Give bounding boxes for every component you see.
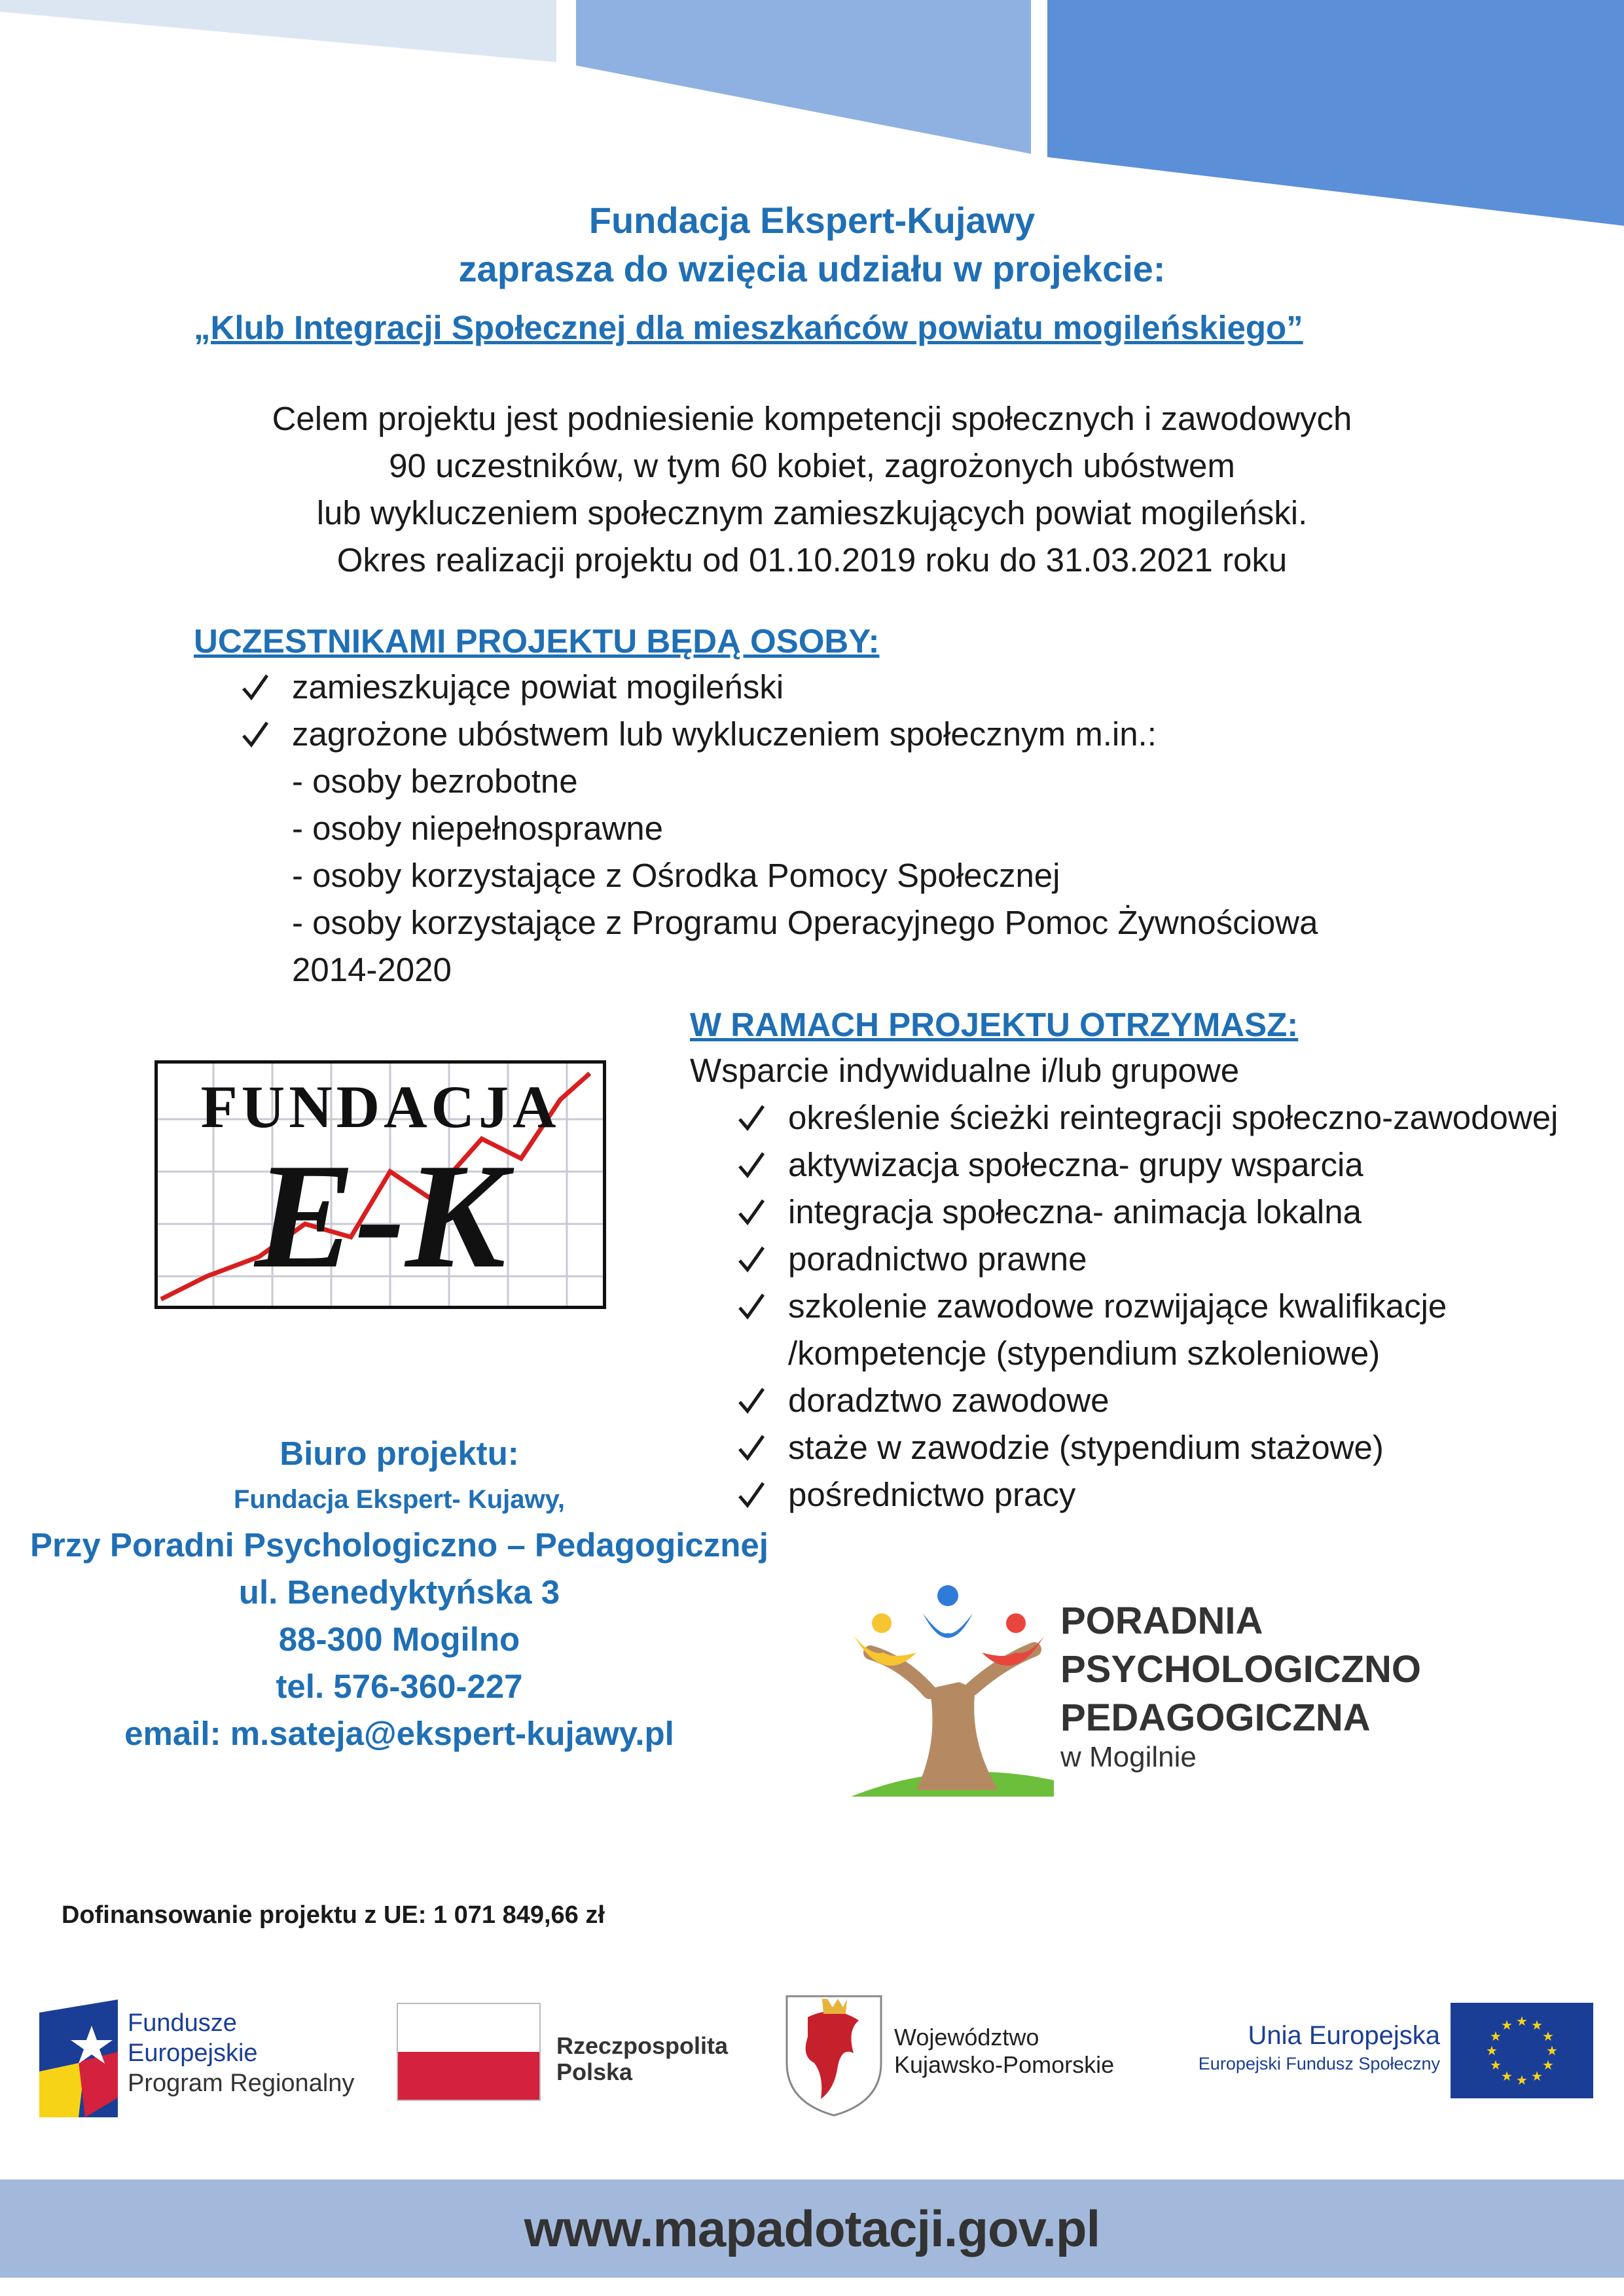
list-item: pośrednictwo pracy: [733, 1471, 1610, 1518]
list-item: aktywizacja społeczna- grupy wsparcia: [733, 1141, 1610, 1189]
list-item: określenie ścieżki reintegracji społeczno-zawodowej: [733, 1094, 1610, 1141]
list-item: integracja społeczna- animacja lokalna: [733, 1189, 1610, 1236]
svg-text:★: ★: [1531, 2017, 1543, 2033]
checkmark-icon: [733, 1283, 772, 1330]
checkmark-icon: [237, 711, 276, 758]
office-email[interactable]: email: m.sateja@ekspert-kujawy.pl: [124, 1715, 674, 1752]
fe-logo-line1: Fundusze: [128, 2009, 237, 2037]
checkmark-icon: [733, 1236, 772, 1283]
rp-logo: [397, 2003, 763, 2108]
svg-text:★: ★: [1546, 2043, 1558, 2058]
office-heading: Biuro projektu:: [280, 1435, 519, 1472]
svg-text:★: ★: [1501, 2068, 1513, 2084]
list-item: zamieszkujące powiat mogileński: [237, 664, 1481, 711]
poradnia-logo: [844, 1584, 1532, 1806]
header: [0, 196, 1624, 293]
fundacja-ek-logo: [154, 1060, 606, 1309]
fe-star-icon: [39, 2000, 124, 2117]
list-item: poradnictwo prawne: [733, 1236, 1610, 1283]
svg-text:★: ★: [1486, 2043, 1498, 2058]
checkmark-icon: [237, 664, 276, 711]
intro-paragraph: [0, 395, 1624, 584]
coat-of-arms-icon: [782, 1991, 886, 2119]
tree-people-icon: [844, 1584, 1060, 1806]
svg-text:★: ★: [1490, 2057, 1502, 2073]
eu-flag-icon: [1451, 2003, 1593, 2098]
funding-amount: Dofinansowanie projektu z UE: 1 071 849,66 zł: [62, 1901, 605, 1929]
sublist-item: - osoby niepełnosprawne: [292, 810, 664, 847]
svg-text:★: ★: [1516, 2013, 1528, 2029]
poradnia-logo-text: PORADNIA PSYCHOLOGICZNO PEDAGOGICZNA: [1060, 1600, 1422, 1739]
poland-flag-icon: [397, 2003, 541, 2101]
svg-text:★: ★: [1542, 2028, 1554, 2044]
office-org: Fundacja Ekspert- Kujawy,: [233, 1485, 566, 1514]
svg-text:★: ★: [1542, 2057, 1554, 2073]
wkp-logo: [782, 1991, 1161, 2122]
fek-logo-main: E-K: [255, 1132, 506, 1299]
sublist-item: - osoby korzystające z Ośrodka Pomocy Społecznej: [292, 857, 1060, 894]
fe-logo: [39, 1996, 406, 2121]
rp-logo-line2: Polska: [556, 2058, 633, 2085]
checkmark-icon: [733, 1377, 772, 1424]
project-title: „Klub Integracji Społecznej dla mieszkańców powiatu mogileńskiego”: [194, 309, 1303, 346]
participants-sublist: [292, 758, 1536, 994]
ue-logo-line2: Europejski Fundusz Społeczny: [1198, 2054, 1440, 2073]
fek-logo-top: FUNDACJA: [200, 1073, 560, 1140]
sublist-item: - osoby korzystające z Programu Operacyjnego Pomoc Żywnościowa: [292, 904, 1318, 941]
ue-logo: [1165, 2003, 1597, 2108]
fe-logo-line3: Program Regionalny: [128, 2070, 355, 2097]
wkp-logo-line2: Kujawsko-Pomorskie: [894, 2051, 1115, 2078]
sublist-item: 2014-2020: [292, 951, 452, 988]
office-city: 88-300 Mogilno: [278, 1621, 520, 1658]
ue-logo-line1: Unia Europejska: [1248, 2021, 1440, 2050]
offer-intro: Wsparcie indywidualne i/lub grupowe: [690, 1052, 1240, 1089]
footer-url[interactable]: www.mapadotacji.gov.pl: [524, 2200, 1100, 2257]
sublist-item: - osoby bezrobotne: [292, 762, 578, 800]
list-item: szkolenie zawodowe rozwijające kwalifikacje /kompetencje (stypendium szkoleniowe): [733, 1283, 1561, 1377]
svg-text:★: ★: [1516, 2072, 1528, 2088]
list-item: doradztwo zawodowe: [733, 1377, 1610, 1424]
intro-line: lub wykluczeniem społecznym zamieszkujących powiat mogileński.: [316, 494, 1308, 531]
poradnia-logo-place: w Mogilnie: [1060, 1741, 1197, 1773]
svg-text:★: ★: [1501, 2017, 1513, 2033]
list-item: zagrożone ubóstwem lub wykluczeniem społecznym m.in.:: [237, 711, 1481, 758]
svg-text:★: ★: [1490, 2028, 1502, 2044]
office-phone: tel. 576-360-227: [276, 1668, 523, 1705]
offer-heading: W RAMACH PROJEKTU OTRZYMASZ:: [690, 1006, 1299, 1043]
footer-bar: [0, 2179, 1624, 2278]
intro-line: Celem projektu jest podniesienie kompetencji społecznych i zawodowych: [272, 400, 1352, 437]
wkp-logo-line1: Województwo: [894, 2024, 1039, 2051]
rp-logo-line1: Rzeczpospolita: [556, 2032, 729, 2059]
header-invite: zaprasza do wzięcia udziału w projekcie:: [458, 248, 1166, 289]
header-org: Fundacja Ekspert-Kujawy: [588, 200, 1036, 241]
office-info: [26, 1430, 772, 1757]
checkmark-icon: [733, 1189, 772, 1236]
intro-line: Okres realizacji projektu od 01.10.2019 roku do 31.03.2021 roku: [336, 541, 1288, 579]
participants-heading: UCZESTNIKAMI PROJEKTU BĘDĄ OSOBY:: [194, 622, 880, 660]
checkmark-icon: [733, 1094, 772, 1141]
fe-logo-line2: Europejskie: [128, 2039, 258, 2067]
checkmark-icon: [733, 1141, 772, 1189]
list-item: staże w zawodzie (stypendium stażowe): [733, 1424, 1610, 1471]
participants-list: [237, 664, 1481, 758]
office-place: Przy Poradni Psychologiczno – Pedagogicznej: [30, 1526, 768, 1564]
offer-list: [733, 1094, 1610, 1518]
svg-text:★: ★: [1531, 2068, 1543, 2084]
intro-line: 90 uczestników, w tym 60 kobiet, zagrożonych ubóstwem: [389, 447, 1235, 484]
office-street: ul. Benedyktyńska 3: [238, 1573, 560, 1611]
